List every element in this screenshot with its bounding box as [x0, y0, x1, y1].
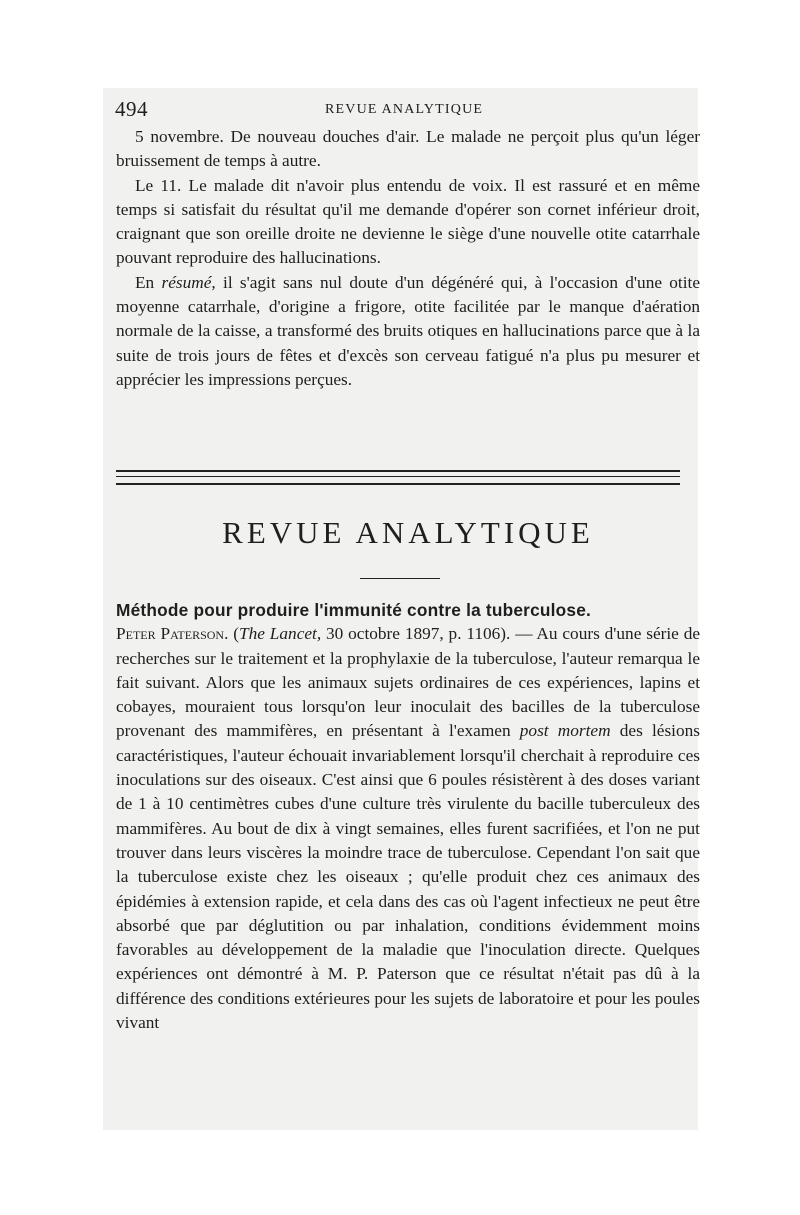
- divider-rule: [116, 483, 680, 485]
- summary-lead: En: [135, 272, 155, 292]
- divider-rule: [116, 470, 680, 472]
- article-italic: post mortem: [519, 721, 611, 741]
- article-title: Méthode pour produire l'immunité contre la tuberculose.: [116, 600, 592, 620]
- running-head: [115, 98, 700, 120]
- section-title: REVUE ANALYTIQUE: [222, 515, 594, 550]
- running-title: REVUE ANALYTIQUE: [325, 102, 484, 117]
- summary-text: il s'agit sans nul doute d'un dégénéré qui, à l'occasion d'une otite moyenne catarrhale, d'origine a frigore, otite facilitée par le manque d'aération normale de la caisse, a transformé des bruits otiques en hallucinations parce que à la suite de trois jours de fêtes et d'excès son cerveau fatigué n'a plus pu mesurer et apprécier les impressions perçues.: [116, 272, 700, 389]
- page-number: 494: [115, 97, 148, 121]
- source-open: (: [233, 624, 240, 644]
- section-divider: [116, 470, 680, 490]
- article-text-cont: des lésions caractéristiques, l'auteur échouait invariablement lorsqu'il cherchait à reproduire ces inoculations sur des oiseaux. C'est ainsi que 6 poules résistèrent à des doses variant de 1 à 10 centimètres cubes d'une culture très virulente du bacille tuberculeux des mammifères. Au bout de dix à vingt semaines, elles furent sacrifiées, et l'on ne put trouver dans leurs viscères la moindre trace de tuberculose. Cependant l'on sait que la tuberculose existe chez les oiseaux ; qu'elle produit chez ces animaux des épidémies à extension rapide, et cela dans des cas où l'agent infectieux ne peut être absorbé que par déglutition ou par inhalation, conditions évidemment moins favorables au développement de la maladie que l'inoculation directe. Quelques expériences ont démontré à M. P. Paterson que ce résultat n'était pas dû à la différence des conditions extérieures pour les sujets de laboratoire et pour les poules vivant: [116, 721, 700, 1033]
- article: [116, 598, 700, 1035]
- title-underline: [360, 578, 440, 579]
- article-text: Au cours d'une série de recherches sur le traitement et la prophylaxie de la tuberculose, l'auteur remarqua le fait suivant. Alors que les animaux sujets ordinaires de ces expériences, lapins et cobayes, mouraient tous lorsqu'on leur inoculait des bacilles de la tuberculose provenant des mammifères, en présentant à l'examen: [116, 624, 700, 741]
- paragraph: 5 novembre. De nouveau douches d'air. Le malade ne perçoit plus qu'un léger bruissement de temps à autre.: [116, 127, 700, 171]
- article-citation: 30 octobre 1897, p. 1106). —: [321, 624, 537, 644]
- summary-italic: résumé,: [161, 272, 216, 292]
- article-author: Peter Paterson.: [116, 624, 229, 644]
- divider-rule: [116, 476, 680, 477]
- article-source: The Lancet,: [239, 624, 322, 644]
- continuation-text: [116, 125, 700, 392]
- article-body: [116, 622, 700, 1035]
- paragraph: Le 11. Le malade dit n'avoir plus entendu de voix. Il est rassuré et en même temps si satisfait du résultat qu'il me demande d'opérer son cornet inférieur droit, craignant que son oreille droite ne devienne le siège d'une nouvelle otite catarrhale pouvant reproduire des hallucinations.: [116, 175, 700, 268]
- paragraph-summary: [116, 271, 700, 392]
